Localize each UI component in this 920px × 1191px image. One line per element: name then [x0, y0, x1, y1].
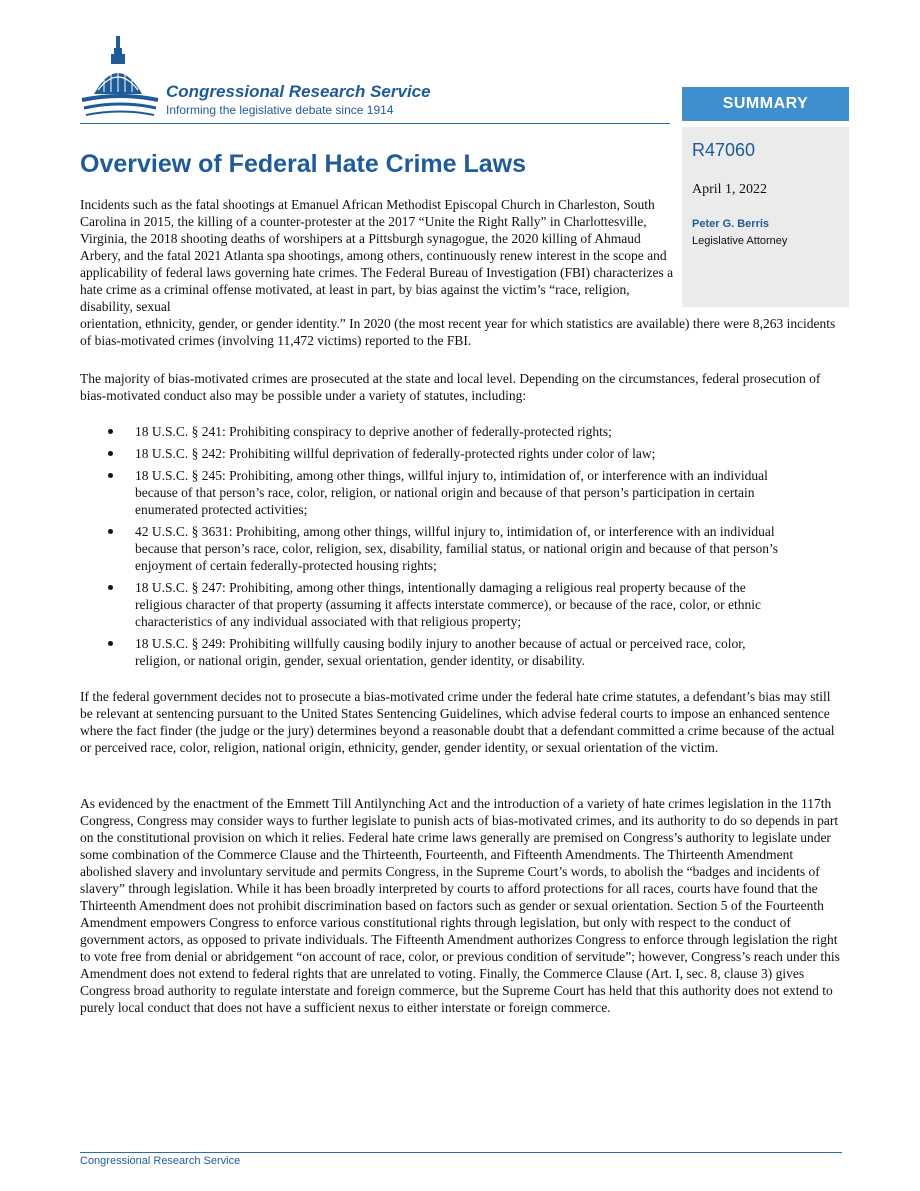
authority-paragraph: As evidenced by the enactment of the Emmett Till Antilynching Act and the introduction of a variety of hate crimes legislation in the 117th Congress, Congress may consider ways to further legislate to punish acts of bias-motivated crimes, and its authority to do so depends in part on the constitutional provision on which it relies. Federal hate crime laws generally are premised on Congress’s authority to legislate under some combination of the Commerce Clause and the Thirteenth, Fourteenth, and Fifteenth Amendments. The Thirteenth Amendment abolished slavery and involuntary servitude and permits Congress, in the Supreme Court’s words, to abolish the “badges and incidents of slavery” through legislation. While it has been broadly interpreted by courts to afford protections for all races, courts have found that the Thirteenth Amendment does not prohibit discrimination based on factors such as gender or sexual orientation. Section 5 of the Fourteenth Amendment empowers Congress to enforce various constitutional rights through legislation, but only with respect to the conduct of government actors, as opposed to private individuals. The Fifteenth Amendment authorizes Congress to enforce through legislation the right to vote free from denial or abridgement “on account of race, color, or previous condition of servitude”; however, Congress’s reach under this Amendment does not extend to federal rights that are unrelated to voting. Finally, the Commerce Clause (Art. I, sec. 8, clause 3) gives Congress broad authority to regulate interstate and foreign commerce, but the Supreme Court has held that this authority does not extend to purely local conduct that does not have a sufficient nexus to either interstate or foreign commerce. [80, 796, 840, 1015]
summary-tab: SUMMARY [682, 87, 849, 121]
statute-list [80, 423, 842, 674]
prosecution-paragraph: The majority of bias-motivated crimes are prosecuted at the state and local level. Depending on the circumstances, federal prosecution of bias-motivated conduct also may be possible under a variety of statutes, including: [80, 371, 821, 403]
list-item: 18 U.S.C. § 247: Prohibiting, among other things, intentionally damaging a religious real property because of the religious character of that property (assuming it affects interstate commerce), or because of the race, color, or ethnic characteristics of any individual associated with that religious property; [80, 579, 785, 630]
intro-paragraph: Incidents such as the fatal shootings at Emanuel African Methodist Episcopal Church in Charleston, South Carolina in 2015, the killing of a counter-protester at the 2017 “Unite the Right Rally” in Charlottesville, Virginia, the 2018 shooting deaths of worshipers at a Pittsburgh synagogue, the 2020 killing of Ahmaud Arbery, and the fatal 2021 Atlanta spa shootings, among others, continuously renew interest in the scope and applicability of federal laws governing hate crimes. The Federal Bureau of Investigation (FBI) characterizes a hate crime as a criminal offense motivated, at least in part, by bias against the victim’s “race, religion, disability, sexual [80, 197, 674, 314]
author-name: Peter G. Berris [692, 218, 770, 230]
page-title: Overview of Federal Hate Crime Laws [80, 150, 527, 178]
author-title: Legislative Attorney [692, 235, 788, 247]
list-item: 42 U.S.C. § 3631: Prohibiting, among other things, willful injury to, intimidation of, or interference with an individual because that person’s race, color, religion, sex, disability, familial status, or national origin and because of that person’s enjoyment of certain federally-protected housing rights; [80, 523, 785, 574]
report-date: April 1, 2022 [692, 182, 768, 197]
list-item: 18 U.S.C. § 242: Prohibiting willful deprivation of federally-protected rights under color of law; [80, 445, 785, 462]
list-item: 18 U.S.C. § 241: Prohibiting conspiracy to deprive another of federally-protected rights; [80, 423, 785, 440]
header-divider [80, 123, 670, 124]
org-name: Congressional Research Service [166, 82, 431, 101]
sentencing-paragraph: If the federal government decides not to prosecute a bias-motivated crime under the federal hate crime statutes, a defendant’s bias may still be relevant at sentencing pursuant to the United States Sentencing Guidelines, which advise federal courts to impose an enhanced sentence where the fact finder (the judge or the jury) determines beyond a reasonable doubt that a defendant committed a crime because of the actual or perceived race, color, religion, national origin, ethnicity, gender, gender identity, or sexual orientation of the victim. [80, 689, 835, 755]
footer-text: Congressional Research Service [80, 1155, 241, 1167]
list-item: 18 U.S.C. § 249: Prohibiting willfully causing bodily injury to another because of actual or perceived race, color, religion, or national origin, gender, sexual orientation, gender identity, or disability. [80, 635, 785, 669]
report-id: R47060 [692, 140, 756, 160]
org-tagline: Informing the legislative debate since 1914 [166, 103, 394, 117]
footer-divider [80, 1152, 842, 1153]
list-item: 18 U.S.C. § 245: Prohibiting, among other things, willful injury to, intimidation of, or interference with an individual because of that person’s race, color, religion, or national origin and because of that person’s participation in certain enumerated protected activities; [80, 467, 785, 518]
capitol-dome-icon [80, 34, 160, 124]
crs-logo [80, 34, 480, 124]
intro-paragraph-continued: orientation, ethnicity, gender, or gender identity.” In 2020 (the most recent year for which statistics are available) there were 8,263 incidents of bias-motivated crimes (involving 11,472 victims) reported to the FBI. [80, 316, 836, 348]
